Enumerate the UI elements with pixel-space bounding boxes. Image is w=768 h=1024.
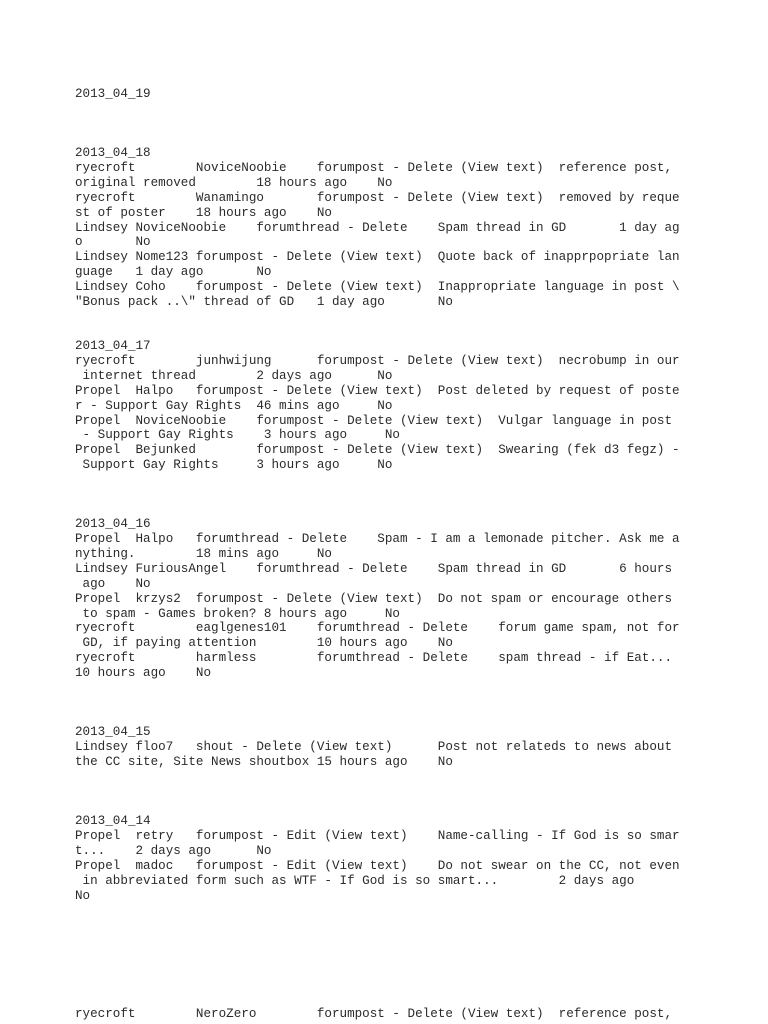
log-entry-line: Support Gay Rights 3 hours ago No [75, 458, 393, 473]
blank-line [75, 800, 675, 815]
log-entry-line: Propel Halpo forumpost - Delete (View text) Post deleted by request of poste [75, 383, 680, 398]
log-section [75, 517, 680, 725]
log-section [75, 339, 680, 517]
log-entry-line: Lindsey Coho forumpost - Delete (View text) Inappropriate language in post \ [75, 279, 680, 294]
log-entry-line: GD, if paying attention 10 hours ago No [75, 636, 453, 651]
blank-line [75, 696, 675, 711]
log-entry-line: Propel Bejunked forumpost - Delete (View text) Swearing (fek d3 fegz) - [75, 443, 680, 458]
log-entry-line: Propel madoc forumpost - Edit (View text) Do not swear on the CC, not even [75, 858, 680, 873]
log-entry-line: ryecroft Wanamingo forumpost - Delete (View text) removed by reque [75, 190, 680, 205]
blank-line [75, 785, 675, 800]
blank-line [75, 710, 675, 725]
log-entry-line: Lindsey FuriousAngel forumthread - Delete Spam thread in GD 6 hours [75, 562, 673, 576]
blank-line [75, 903, 675, 918]
blank-line [75, 918, 675, 933]
log-entry-line: ryecroft eaglgenes101 forumthread - Delete forum game spam, not for [75, 621, 680, 636]
log-entry-line: Propel Halpo forumthread - Delete Spam - I am a lemonade pitcher. Ask me a [75, 532, 680, 547]
log-entry-line: t... 2 days ago No [75, 844, 272, 859]
log-entry-line: Propel krzys2 forumpost - Delete (View text) Do not spam or encourage others [75, 591, 673, 606]
log-entry-line: Propel retry forumpost - Edit (View text) Name-calling - If God is so smar [75, 829, 680, 844]
blank-line [75, 310, 675, 325]
log-section [75, 87, 675, 146]
log-entry-line: to spam - Games broken? 8 hours ago No [75, 606, 400, 621]
log-entry-line: nything. 18 mins ago No [75, 547, 332, 562]
blank-line [75, 948, 675, 963]
log-entry-line: Lindsey Nome123 forumpost - Delete (View text) Quote back of inapprpopriate lan [75, 250, 680, 265]
log-entry-line: internet thread 2 days ago No [75, 369, 393, 384]
log-section [75, 814, 680, 1007]
blank-line [75, 503, 675, 518]
log-section [75, 1007, 675, 1022]
log-section [75, 725, 675, 814]
log-entry-line: 10 hours ago No [75, 665, 212, 680]
log-entry-line: st of poster 18 hours ago No [75, 205, 332, 220]
blank-line [75, 488, 675, 503]
log-entry-line: ryecroft NeroZero forumpost - Delete (View text) reference post, [75, 1007, 673, 1022]
log-entry-line: ago No [75, 576, 151, 591]
log-entry-line: the CC site, Site News shoutbox 15 hours ago No [75, 754, 453, 769]
log-entry-line: original removed 18 hours ago No [75, 176, 393, 191]
blank-line [75, 681, 675, 696]
blank-line [75, 132, 675, 147]
section-date: 2013_04_14 [75, 814, 151, 829]
log-entry-line: No [75, 888, 91, 903]
log-entry-line: - Support Gay Rights 3 hours ago No [75, 428, 400, 443]
log-entry-line: Lindsey NoviceNoobie forumthread - Delete Spam thread in GD 1 day ag [75, 220, 680, 235]
log-entry-line: guage 1 day ago No [75, 265, 272, 280]
moderation-log-document [75, 87, 680, 1022]
section-date: 2013_04_19 [75, 87, 151, 101]
blank-line [75, 770, 675, 785]
section-date: 2013_04_18 [75, 146, 151, 161]
log-section [75, 146, 680, 339]
section-date: 2013_04_16 [75, 517, 151, 532]
blank-line [75, 933, 675, 948]
blank-line [75, 117, 675, 132]
blank-line [75, 963, 675, 978]
log-entry-line: o No [75, 235, 151, 250]
log-entry-line: "Bonus pack ..\" thread of GD 1 day ago No [75, 294, 453, 309]
blank-line [75, 102, 675, 117]
log-entry-line: Propel NoviceNoobie forumpost - Delete (View text) Vulgar language in post [75, 413, 673, 428]
log-entry-line: r - Support Gay Rights 46 mins ago No [75, 398, 393, 413]
blank-line [75, 978, 675, 993]
section-date: 2013_04_17 [75, 339, 151, 354]
log-entry-line: Lindsey floo7 shout - Delete (View text) Post not relateds to news about [75, 740, 673, 755]
log-entry-line: ryecroft junhwijung forumpost - Delete (View text) necrobump in our [75, 354, 680, 369]
blank-line [75, 473, 675, 488]
blank-line [75, 325, 675, 340]
log-entry-line: ryecroft harmless forumthread - Delete spam thread - if Eat... [75, 651, 673, 666]
section-date: 2013_04_15 [75, 725, 151, 740]
log-entry-line: ryecroft NoviceNoobie forumpost - Delete (View text) reference post, [75, 161, 673, 176]
log-entry-line: in abbreviated form such as WTF - If God is so smart... 2 days ago [75, 873, 635, 888]
blank-line [75, 992, 675, 1007]
